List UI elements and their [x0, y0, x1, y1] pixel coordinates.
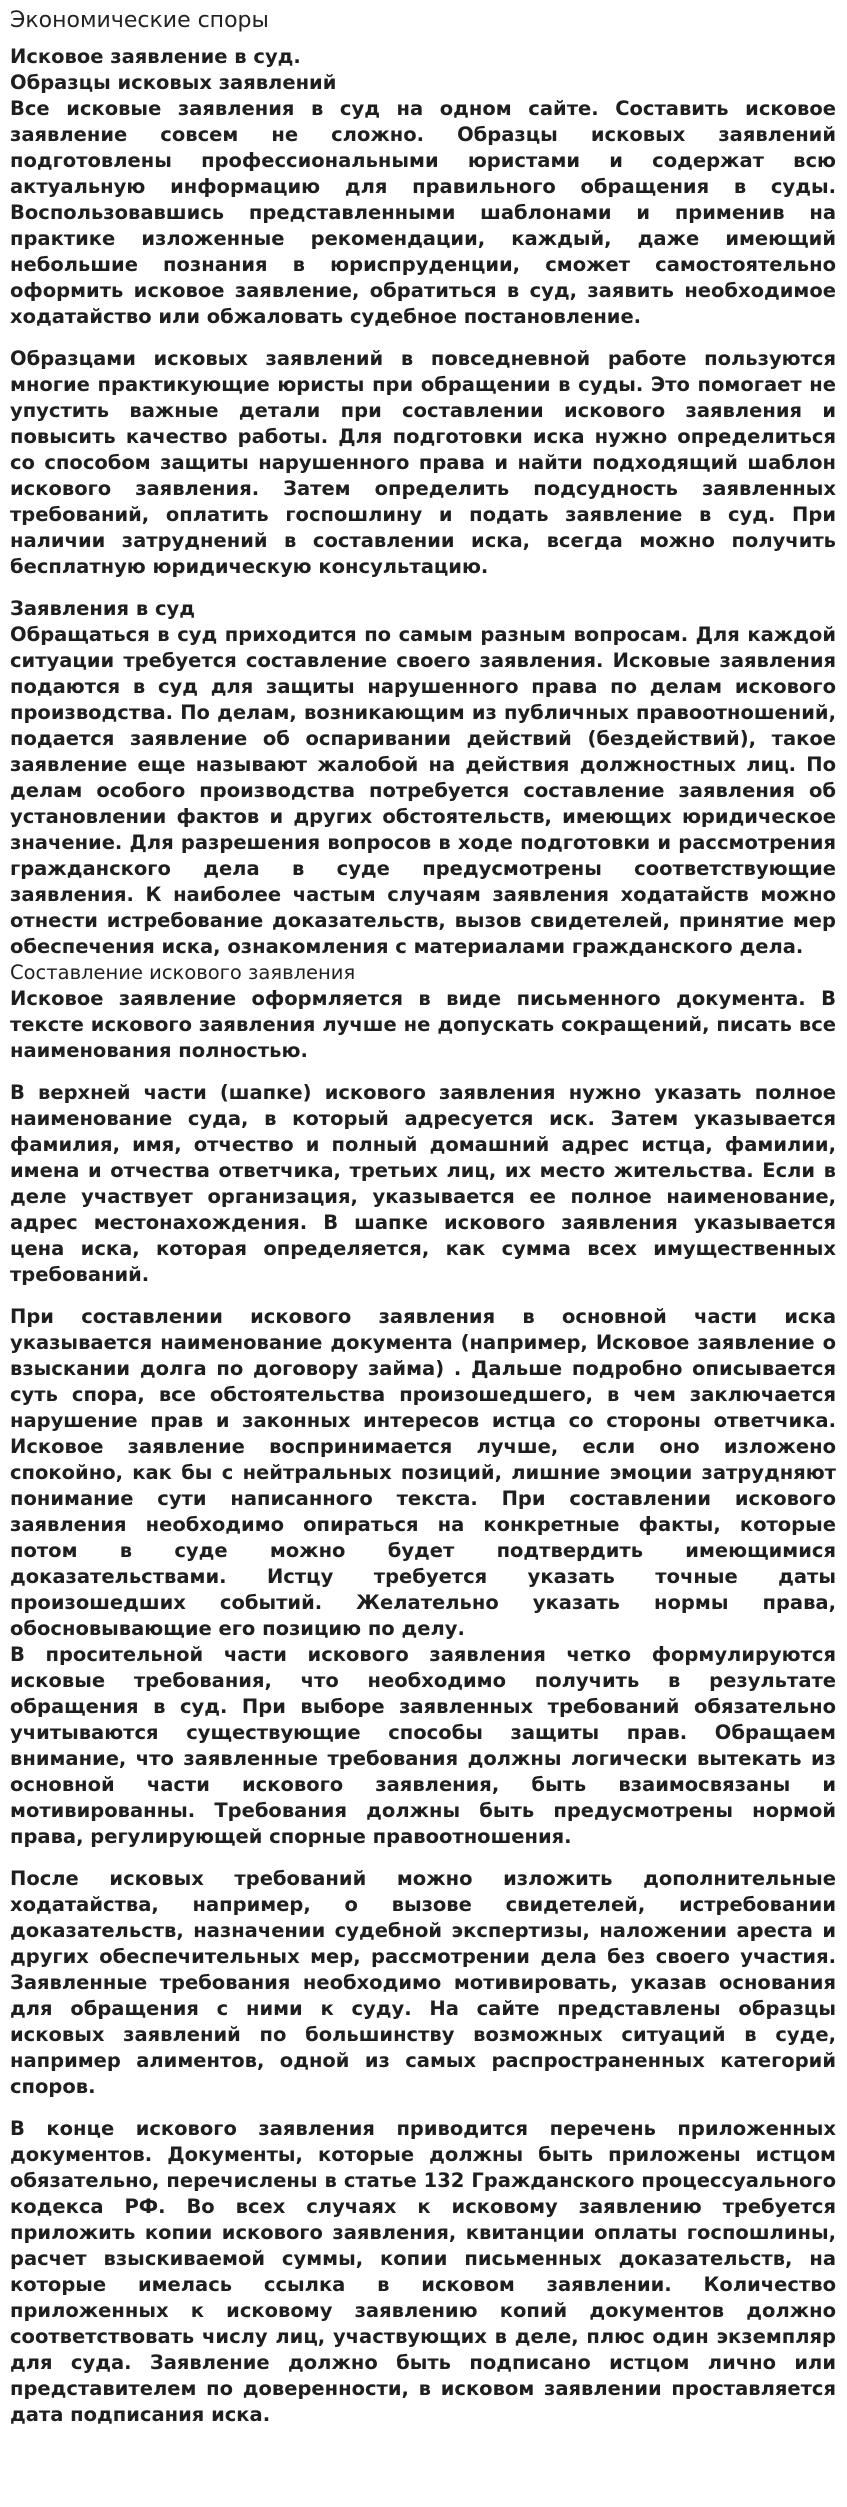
- paragraph-header-part: В верхней части (шапке) искового заявления нужно указать полное наименование суда, в который адресуется иск. Затем указывается фамилия, имя, отчество и полный домашний адрес истца, фамилии, имена и отчества ответчика, третьих лиц, их место жительства. Если в деле участвует организация, указывается ее полное наименование, адрес местонахождения. В шапке искового заявления указывается цена иска, которая определяется, как сумма всех имущественных требований.: [10, 1081, 836, 1286]
- paragraph-additional-motions: После исковых требований можно изложить дополнительные ходатайства, например, о вызове свидетелей, истребовании доказательств, назначении судебной экспертизы, наложении ареста и других обеспечительных мер, рассмотрении дела без своего участия. Заявленные требования необходимо мотивировать, указав основания для обращения с ними к суду. На сайте представлены образцы исковых заявлений по большинству возможных ситуаций в суде, например алиментов, одной из самых распространенных категорий споров.: [10, 1867, 836, 2098]
- paragraph-written-form: Исковое заявление оформляется в виде письменного документа. В тексте искового заявления лучше не допускать сокращений, писать все наименования полностью.: [10, 987, 836, 1062]
- paragraph-intro: Все исковые заявления в суд на одном сайте. Составить исковое заявление совсем не сложно. Образцы исковых заявлений подготовлены профессиональными юристами и содержат всю актуальную информацию для правильного обращения в суды. Воспользовавшись представленными шаблонами и применив на практике изложенные рекомендации, каждый, даже имеющий небольшие познания в юриспруденции, сможет самостоятельно оформить исковое заявление, обратиться в суд, заявить необходимое ходатайство или обжаловать судебное постановление.: [10, 97, 836, 328]
- drafting-section: [10, 960, 836, 1064]
- article-heading: Исковое заявление в суд.: [10, 45, 301, 68]
- paragraph-attachments: В конце искового заявления приводится перечень приложенных документов. Документы, которые должны быть приложены истцом обязательно, перечислены в статье 132 Гражданского процессуального кодекса РФ. Во всех случаях к исковому заявлению требуется приложить копии искового заявления, квитанции оплаты госпошлины, расчет взыскиваемой суммы, копии письменных доказательств, на которые имелась ссылка в исковом заявлении. Количество приложенных к исковому заявлению копий документов должно соответствовать числу лиц, участвующих в деле, плюс один экземпляр для суда. Заявление должно быть подписано истцом лично или представителем по доверенности, в исковом заявлении проставляется дата подписания иска.: [10, 2117, 836, 2426]
- paragraph-court-applications: Обращаться в суд приходится по самым разным вопросам. Для каждой ситуации требуется составление своего заявления. Исковые заявления подаются в суд для защиты нарушенного права по делам искового производства. По делам, возникающим из публичных правоотношений, подается заявление об оспаривании действий (бездействий), такое заявление еще называют жалобой на действия должностных лиц. По делам особого производства потребуется составление заявления об установлении фактов и других обстоятельств, имеющих юридическое значение. Для разрешения вопросов в ходе подготовки и рассмотрения гражданского дела в суде предусмотрены соответствующие заявления. К наиболее частым случаям заявления ходатайств можно отнести истребование доказательств, вызов свидетелей, принятие мер обеспечения иска, ознакомления с материалами гражданского дела.: [10, 623, 836, 958]
- intro-section: [10, 44, 836, 330]
- article-subheading: Образцы исковых заявлений: [10, 71, 337, 94]
- site-title: Экономические споры: [10, 8, 269, 33]
- section-heading-drafting: Составление искового заявления: [10, 961, 356, 984]
- paragraph-main-part: При составлении искового заявления в основной части иска указывается наименование документа (например, Исковое заявление о взыскании долга по договору займа) . Дальше подробно описывается суть спора, все обстоятельства произошедшего, в чем заключается нарушение прав и законных интересов истца со стороны ответчика. Исковое заявление воспринимается лучше, если оно изложено спокойно, как бы с нейтральных позиций, лишние эмоции затрудняют понимание сути написанного текста. При составлении искового заявления необходимо опираться на конкретные факты, которые потом в суде можно будет подтвердить имеющимися доказательствами. Истцу требуется указать точные даты произошедших событий. Желательно указать нормы права, обосновывающие его позицию по делу.: [10, 1305, 836, 1640]
- court-applications-section: [10, 596, 836, 960]
- section-heading-court-applications: Заявления в суд: [10, 597, 195, 620]
- paragraph-samples-usage: Образцами исковых заявлений в повседневной работе пользуются многие практикующие юристы при обращении в суды. Это помогает не упустить важные детали при составлении искового заявления и повысить качество работы. Для подготовки иска нужно определиться со способом защиты нарушенного права и найти подходящий шаблон искового заявления. Затем определить подсудность заявленных требований, оплатить госпошлину и подать заявление в суд. При наличии затруднений в составлении иска, всегда можно получить бесплатную юридическую консультацию.: [10, 347, 836, 578]
- paragraph-petition-part: В просительной части искового заявления четко формулируются исковые требования, что необходимо получить в результате обращения в суд. При выборе заявленных требований обязательно учитываются существующие способы защиты прав. Обращаем внимание, что заявленные требования должны логически вытекать из основной части искового заявления, быть взаимосвязаны и мотивированны. Требования должны быть предусмотрены нормой права, регулирующей спорные правоотношения.: [10, 1643, 836, 1848]
